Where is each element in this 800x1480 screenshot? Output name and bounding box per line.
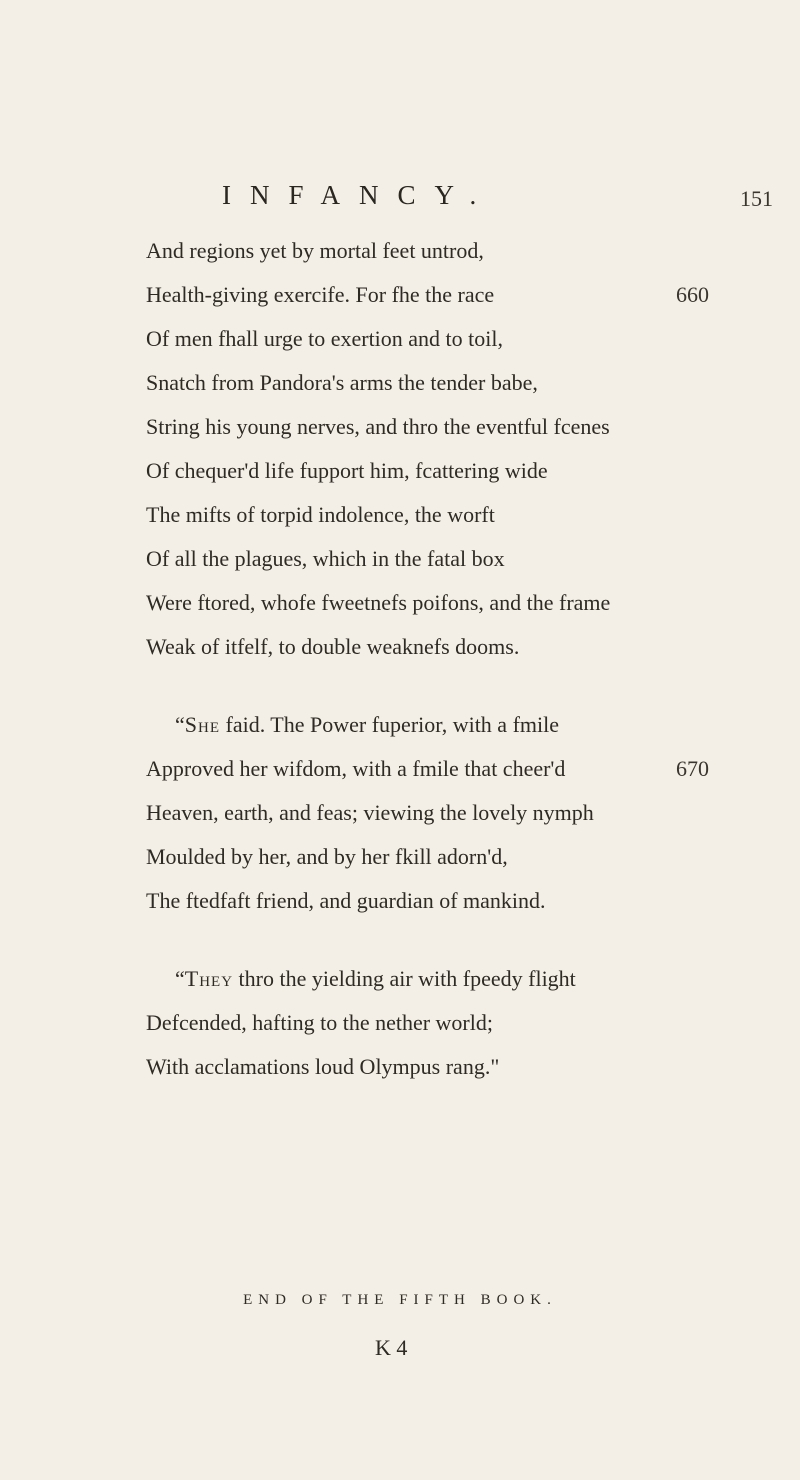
verse-line: Health-giving exercife. For fhe the race [146, 282, 495, 307]
end-of-book-note: END OF THE FIFTH BOOK. [243, 1292, 557, 1308]
verse-line: Of men fhall urge to exertion and to toil, [146, 326, 504, 351]
verse-line: The ftedfaft friend, and guardian of mankind. [146, 888, 546, 913]
running-header-title: INFANCY. [222, 180, 496, 210]
paragraph-first-line [175, 966, 576, 992]
open-quote: “ [175, 966, 185, 991]
verse-line: Were ftored, whofe fweetnefs poifons, and the frame [146, 590, 611, 615]
lead-word: She [184, 712, 220, 737]
page-number: 151 [740, 186, 773, 211]
verse-line: Heaven, earth, and feas; viewing the lovely nymph [146, 800, 594, 825]
verse-line: Of all the plagues, which in the fatal box [146, 546, 505, 571]
lead-word: They [184, 966, 234, 991]
verse-line: Approved her wifdom, with a fmile that cheer'd [146, 756, 566, 781]
line-number: 670 [676, 756, 709, 781]
verse-line: Defcended, hafting to the nether world; [146, 1010, 493, 1035]
paragraph-first-line [175, 712, 559, 738]
verse-line: And regions yet by mortal feet untrod, [146, 238, 484, 263]
line-number: 660 [676, 282, 709, 307]
verse-line: Snatch from Pandora's arms the tender babe, [146, 370, 538, 395]
verse-line: Weak of itfelf, to double weaknefs dooms. [146, 634, 520, 659]
verse-line: Moulded by her, and by her fkill adorn'd, [146, 844, 508, 869]
signature-mark: K 4 [375, 1335, 408, 1360]
open-quote: “ [175, 712, 185, 737]
verse-line: Of chequer'd life fupport him, fcattering wide [146, 458, 548, 483]
line-rest: faid. The Power fuperior, with a fmile [220, 712, 560, 737]
verse-line: The mifts of torpid indolence, the worft [146, 502, 495, 527]
verse-line: With acclamations loud Olympus rang." [146, 1054, 500, 1079]
verse-line: String his young nerves, and thro the eventful fcenes [146, 414, 610, 439]
line-rest: thro the yielding air with fpeedy flight [233, 966, 576, 991]
